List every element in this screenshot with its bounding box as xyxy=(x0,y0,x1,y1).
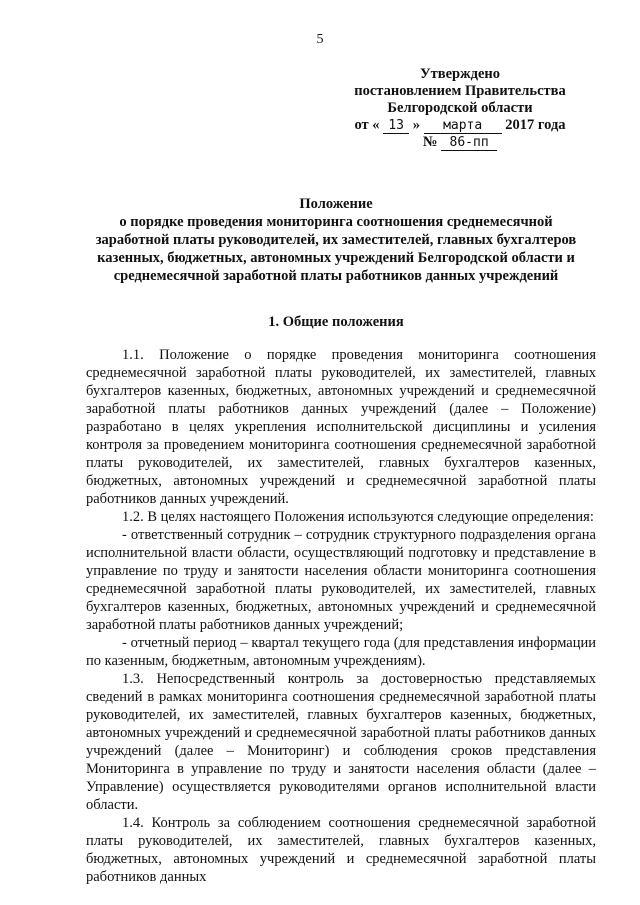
definition-reporting-period: - отчетный период – квартал текущего года (для представления информации по казенным, бюджетным, автономным учреждениям). xyxy=(86,635,596,669)
approval-date xyxy=(340,117,580,134)
document-title xyxy=(86,195,586,285)
paragraph-1-3: 1.3. Непосредственный контроль за достоверностью представляемых сведений в рамках мониторинга соотношения среднемесячной заработной платы руководителей, их заместителей, главных бухгалтеров казенных, бюджетных, автономных учреждений и среднемесячной заработной платы работников данных учреждений (далее – Мониторинг) и соблюдения сроков представления Мониторинга в управление по труду и занятости населения области (далее – Управление) осуществляется руководителями органов исполнительной власти области. xyxy=(86,671,596,813)
date-day: 13 xyxy=(383,119,409,134)
date-suffix: 2017 года xyxy=(505,117,566,133)
title-subtitle: о порядке проведения мониторинга соотношения среднемесячной заработной платы руководителей, их заместителей, главных бухгалтеров казенных, бюджетных, автономных учреждений Белгородской области и среднемесячной заработной платы работников данных учреждений xyxy=(95,214,577,284)
approval-line-2: постановлением Правительства xyxy=(354,83,566,99)
number-prefix: № xyxy=(422,134,438,150)
section-heading: 1. Общие положения xyxy=(268,314,404,330)
date-month: марта xyxy=(424,119,502,134)
approval-line-3: Белгородской области xyxy=(387,100,533,116)
document-body xyxy=(86,346,596,886)
date-mid: » xyxy=(412,117,421,133)
date-prefix: от « xyxy=(354,117,380,133)
title-heading: Положение xyxy=(299,196,373,212)
approval-line-1: Утверждено xyxy=(420,66,500,82)
page-number: 5 xyxy=(316,32,324,47)
approval-stamp xyxy=(340,66,580,151)
paragraph-1-1: 1.1. Положение о порядке проведения мониторинга соотношения среднемесячной заработной платы руководителей, их заместителей, главных бухгалтеров казенных, бюджетных, автономных учреждений и среднемесячной заработной платы работников данных учреждений (далее – Положение) разработано в целях укрепления исполнительской дисциплины и усиления контроля за проведением мониторинга соотношения среднемесячной заработной платы руководителей, их заместителей, главных бухгалтеров казенных, бюджетных, автономных учреждений и среднемесячной заработной платы работников данных учреждений. xyxy=(86,347,596,507)
definition-responsible-employee: - ответственный сотрудник – сотрудник структурного подразделения органа исполнительной власти области, осуществляющий подготовку и представление в управление по труду и занятости населения области мониторинга соотношения среднемесячной заработной платы руководителей, их заместителей, главных бухгалтеров казенных, бюджетных, автономных учреждений и среднемесячной заработной платы работников данных учреждений; xyxy=(86,527,596,633)
paragraph-1-2: 1.2. В целях настоящего Положения используются следующие определения: xyxy=(122,509,594,525)
paragraph-1-4: 1.4. Контроль за соблюдением соотношения среднемесячной заработной платы руководителей, их заместителей, главных бухгалтеров казенных, бюджетных, автономных учреждений и среднемесячной заработной платы работников данных xyxy=(86,815,596,885)
number-value: 86-пп xyxy=(441,136,497,151)
approval-number xyxy=(340,134,580,151)
